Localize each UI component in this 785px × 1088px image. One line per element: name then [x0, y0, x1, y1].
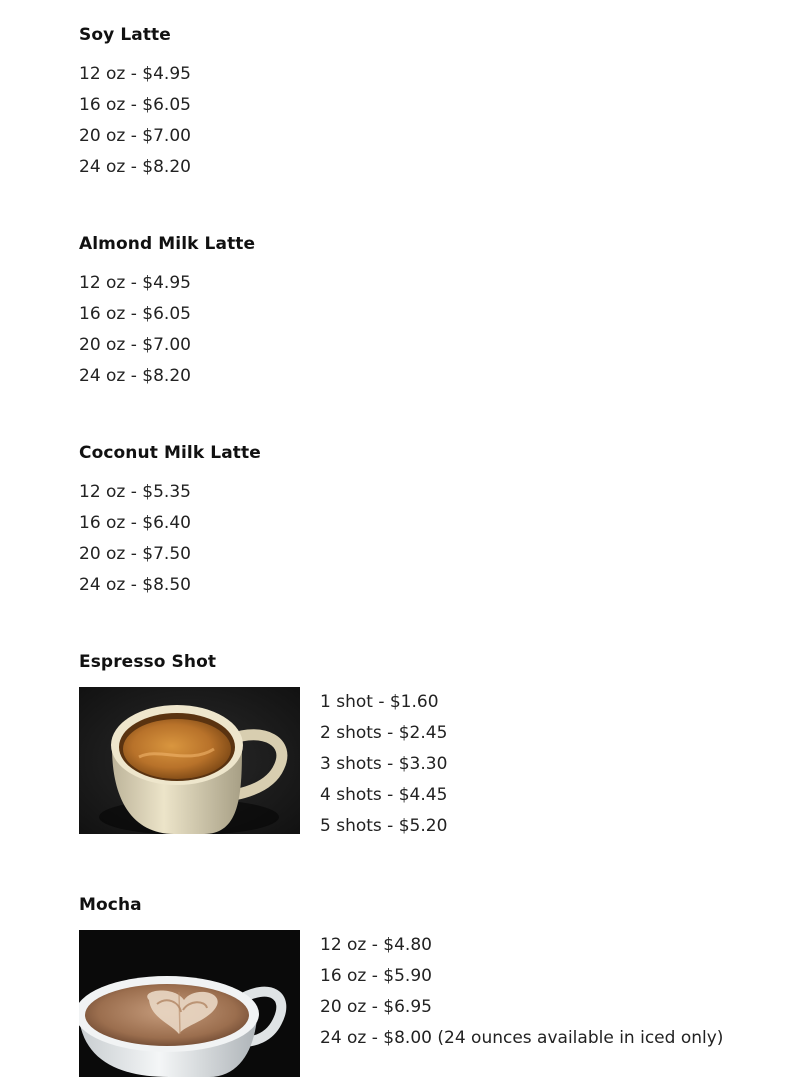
price-line: 24 oz - $8.20: [79, 157, 191, 177]
espresso-cup-photo: [79, 687, 300, 834]
price-list: [320, 687, 447, 842]
price-line: 3 shots - $3.30: [320, 754, 448, 774]
item-title: Espresso Shot: [79, 652, 217, 672]
price-line: 5 shots - $5.20: [320, 816, 448, 836]
price-list: [79, 477, 261, 601]
price-line: 20 oz - $7.00: [79, 335, 191, 355]
photo-row: [79, 687, 769, 842]
mocha-latte-art-photo: [79, 930, 300, 1077]
price-line: 16 oz - $5.90: [320, 966, 432, 986]
price-line: 24 oz - $8.50: [79, 575, 191, 595]
price-line: 12 oz - $4.95: [79, 64, 191, 84]
price-line: 16 oz - $6.05: [79, 95, 191, 115]
price-line: 2 shots - $2.45: [320, 723, 448, 743]
menu-item-coconut-milk-latte: [79, 442, 261, 601]
price-line: 12 oz - $4.95: [79, 273, 191, 293]
item-title: Almond Milk Latte: [79, 234, 256, 254]
price-line: 4 shots - $4.45: [320, 785, 448, 805]
price-line: 16 oz - $6.40: [79, 513, 191, 533]
price-line: 16 oz - $6.05: [79, 304, 191, 324]
price-line: 12 oz - $4.80: [320, 935, 432, 955]
price-line: 20 oz - $7.00: [79, 126, 191, 146]
price-line: 1 shot - $1.60: [320, 692, 439, 712]
menu-item-mocha: [79, 894, 769, 1077]
price-line: 20 oz - $6.95: [320, 997, 432, 1017]
item-title: Soy Latte: [79, 25, 171, 45]
menu-item-almond-milk-latte: [79, 233, 255, 392]
menu-item-espresso-shot: [79, 651, 769, 842]
menu-item-soy-latte: [79, 24, 191, 183]
price-list: [320, 930, 723, 1054]
photo-row: [79, 930, 769, 1077]
price-list: [79, 59, 191, 183]
price-list: [79, 268, 255, 392]
price-line: 24 oz - $8.20: [79, 366, 191, 386]
price-line: 20 oz - $7.50: [79, 544, 191, 564]
price-line: 12 oz - $5.35: [79, 482, 191, 502]
price-line: 24 oz - $8.00 (24 ounces available in iced only): [320, 1028, 724, 1048]
item-title: Mocha: [79, 895, 142, 915]
item-title: Coconut Milk Latte: [79, 443, 261, 463]
